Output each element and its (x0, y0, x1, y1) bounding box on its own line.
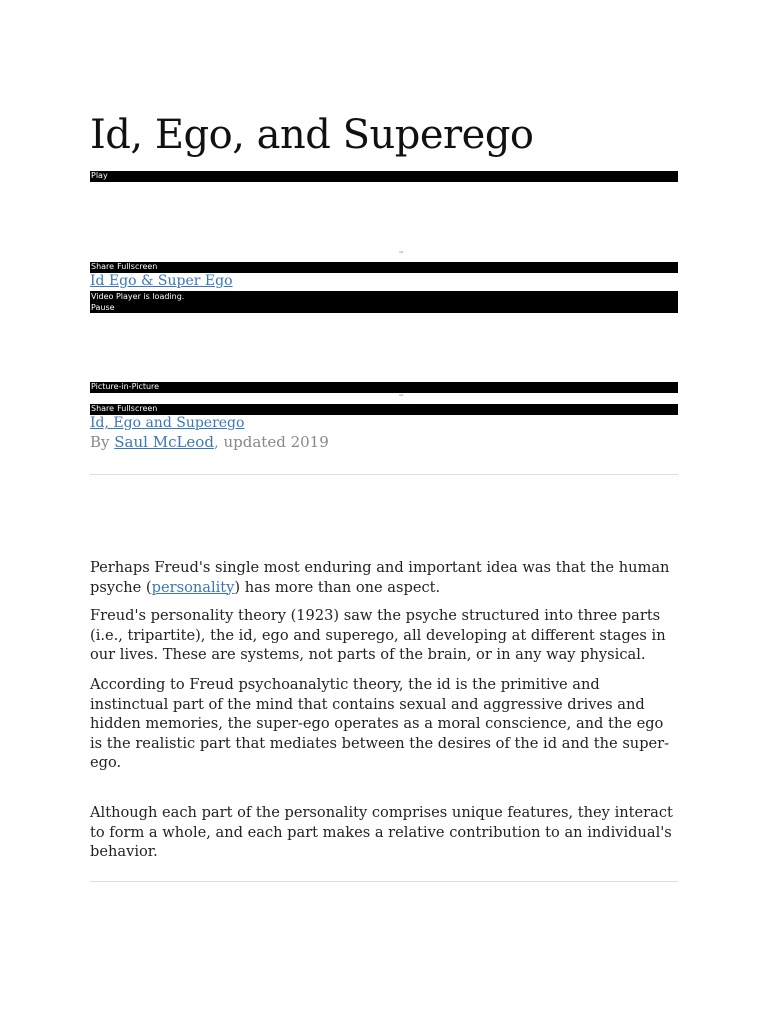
player-controls-bar (90, 262, 678, 273)
paragraph: Freud's personality theory (1923) saw the psyche structured into three parts (i.e., tripartite), the id, ego and superego, all developing at different stages in our lives. These are systems, not parts of the brain, or in any way physical. (90, 607, 666, 663)
author-link[interactable]: Saul McLeod (114, 433, 214, 451)
paragraph: Although each part of the personality comprises unique features, they interact to form a whole, and each part makes a relative contribution to an individual's behavior. (90, 804, 673, 860)
player-controls-bar (90, 404, 678, 415)
divider (90, 474, 678, 475)
share-button[interactable]: Share (91, 404, 115, 413)
pip-button[interactable] (90, 382, 678, 393)
video-caption-link[interactable]: Id Ego & Super Ego (90, 273, 233, 289)
divider (90, 881, 678, 882)
pip-label: Picture-in-Picture (91, 382, 160, 391)
fullscreen-button[interactable]: Fullscreen (117, 404, 158, 413)
pause-button[interactable]: Pause (91, 303, 115, 312)
page-title: Id, Ego, and Superego (90, 112, 534, 158)
play-label: Play (91, 171, 108, 180)
personality-link[interactable]: personality (151, 578, 235, 596)
video-marker: ud (399, 393, 403, 397)
video-caption-link[interactable]: Id, Ego and Superego (90, 415, 245, 431)
play-button[interactable] (90, 171, 678, 182)
player-status-bar (90, 291, 678, 313)
paragraph: According to Freud psychoanalytic theory, the id is the primitive and instinctual part of the mind that contains sexual and aggressive drives and hidden memories, the super-ego operates as a moral conscience, and the ego is the realistic part that mediates between the desires of the id and the super-ego. (90, 676, 670, 771)
byline: By Saul McLeod, updated 2019 (90, 433, 329, 451)
share-button[interactable]: Share (91, 262, 115, 271)
fullscreen-button[interactable]: Fullscreen (117, 262, 158, 271)
video-marker: ud (399, 250, 403, 254)
paragraph: Perhaps Freud's single most enduring and important idea was that the human psyche (personality) has more than one aspect. (90, 559, 670, 596)
loading-status: Video Player is loading. (91, 292, 185, 301)
